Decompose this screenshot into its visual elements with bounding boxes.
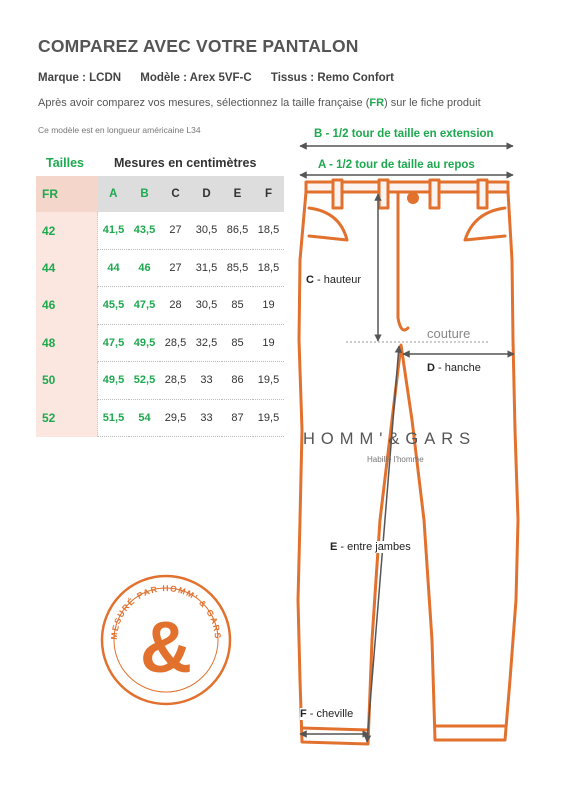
measure-c-cell: 28,5 xyxy=(160,324,191,362)
measure-d-cell: 30,5 xyxy=(191,287,222,325)
measure-d-cell: 32,5 xyxy=(191,324,222,362)
measure-b-cell: 46 xyxy=(129,249,160,287)
measure-c-cell: 28 xyxy=(160,287,191,325)
label-f xyxy=(300,708,353,720)
sizes-header: Tailles xyxy=(46,156,84,170)
size-fr-cell: 44 xyxy=(36,249,72,287)
measure-f-cell: 18,5 xyxy=(253,212,284,249)
measure-b-cell: 49,5 xyxy=(129,324,160,362)
stamp-text: MESURÉ PAR HOMM' & GARS xyxy=(108,583,224,641)
ampersand-icon: & xyxy=(140,608,192,688)
measure-e-cell: 85 xyxy=(222,287,253,325)
label-b: B - 1/2 tour de taille en extension xyxy=(314,128,494,140)
button-icon xyxy=(407,192,419,204)
measure-a-cell: 47,5 xyxy=(98,324,130,362)
measure-c-cell: 29,5 xyxy=(160,399,191,437)
column-header-f: F xyxy=(253,176,284,212)
brand-info: Marque : LCDN xyxy=(38,72,122,84)
measures-header: Mesures en centimètres xyxy=(114,156,257,170)
measured-stamp xyxy=(102,576,230,704)
measure-a-cell: 49,5 xyxy=(98,362,130,400)
measure-e-cell: 85 xyxy=(222,324,253,362)
measure-c-cell: 28,5 xyxy=(160,362,191,400)
brand-tagline: Habille l'homme xyxy=(367,455,424,464)
measure-e-cell: 86 xyxy=(222,362,253,400)
label-a: A - 1/2 tour de taille au repos xyxy=(318,159,475,171)
column-header-e: E xyxy=(222,176,253,212)
column-header-fr: FR xyxy=(36,176,72,212)
measure-f-cell: 19,5 xyxy=(253,399,284,437)
measure-a-cell: 44 xyxy=(98,249,130,287)
measure-f-cell: 19 xyxy=(253,287,284,325)
label-c xyxy=(306,274,361,286)
fabric-info: Tissus : Remo Confort xyxy=(270,72,394,84)
model-info: Modèle : Arex 5VF-C xyxy=(140,72,252,84)
measure-c-cell: 27 xyxy=(160,249,191,287)
label-f-letter: F xyxy=(300,708,307,720)
measure-e-cell: 87 xyxy=(222,399,253,437)
instructions-after: ) sur le fiche produit xyxy=(384,97,481,109)
measure-f-cell: 18,5 xyxy=(253,249,284,287)
measure-a-cell: 45,5 xyxy=(98,287,130,325)
label-c-letter: C xyxy=(306,274,314,286)
size-fr-cell: 46 xyxy=(36,287,72,325)
label-f-text: - cheville xyxy=(306,708,354,720)
size-fr-cell: 52 xyxy=(36,399,72,437)
label-d-letter: D xyxy=(427,362,435,374)
measure-f-cell: 19,5 xyxy=(253,362,284,400)
measure-b-cell: 54 xyxy=(129,399,160,437)
column-header-d: D xyxy=(191,176,222,212)
page-title: COMPAREZ AVEC VOTRE PANTALON xyxy=(38,36,359,56)
label-e xyxy=(330,541,411,553)
label-c-text: - hauteur xyxy=(313,274,362,286)
label-e-text: - entre jambes xyxy=(337,541,411,553)
instructions-before: Après avoir comparez vos mesures, sélectionnez la taille française ( xyxy=(38,97,370,109)
measure-b-cell: 43,5 xyxy=(129,212,160,249)
label-d-text: - hanche xyxy=(434,362,481,374)
measure-d-cell: 30,5 xyxy=(191,212,222,249)
measure-c-cell: 27 xyxy=(160,212,191,249)
measure-e-cell: 85,5 xyxy=(222,249,253,287)
length-note: Ce modèle est en longueur américaine L34 xyxy=(38,125,201,135)
size-fr-cell: 42 xyxy=(36,212,72,249)
label-e-letter: E xyxy=(330,541,338,553)
size-fr-cell: 48 xyxy=(36,324,72,362)
instructions-fr: FR xyxy=(369,97,385,109)
measure-d-cell: 33 xyxy=(191,399,222,437)
measure-f-cell: 19 xyxy=(253,324,284,362)
measure-b-cell: 47,5 xyxy=(129,287,160,325)
column-header-a: A xyxy=(98,176,130,212)
label-couture: couture xyxy=(427,326,471,341)
label-d xyxy=(427,362,481,374)
measure-a-cell: 51,5 xyxy=(98,399,130,437)
column-header-c: C xyxy=(160,176,191,212)
size-fr-cell: 50 xyxy=(36,362,72,400)
brand-logo: HOMM'&GARS xyxy=(303,430,477,448)
measure-d-cell: 33 xyxy=(191,362,222,400)
measure-e-cell: 86,5 xyxy=(222,212,253,249)
measure-d-cell: 31,5 xyxy=(191,249,222,287)
measure-b-cell: 52,5 xyxy=(129,362,160,400)
column-header-b: B xyxy=(129,176,160,212)
measure-a-cell: 41,5 xyxy=(98,212,130,249)
